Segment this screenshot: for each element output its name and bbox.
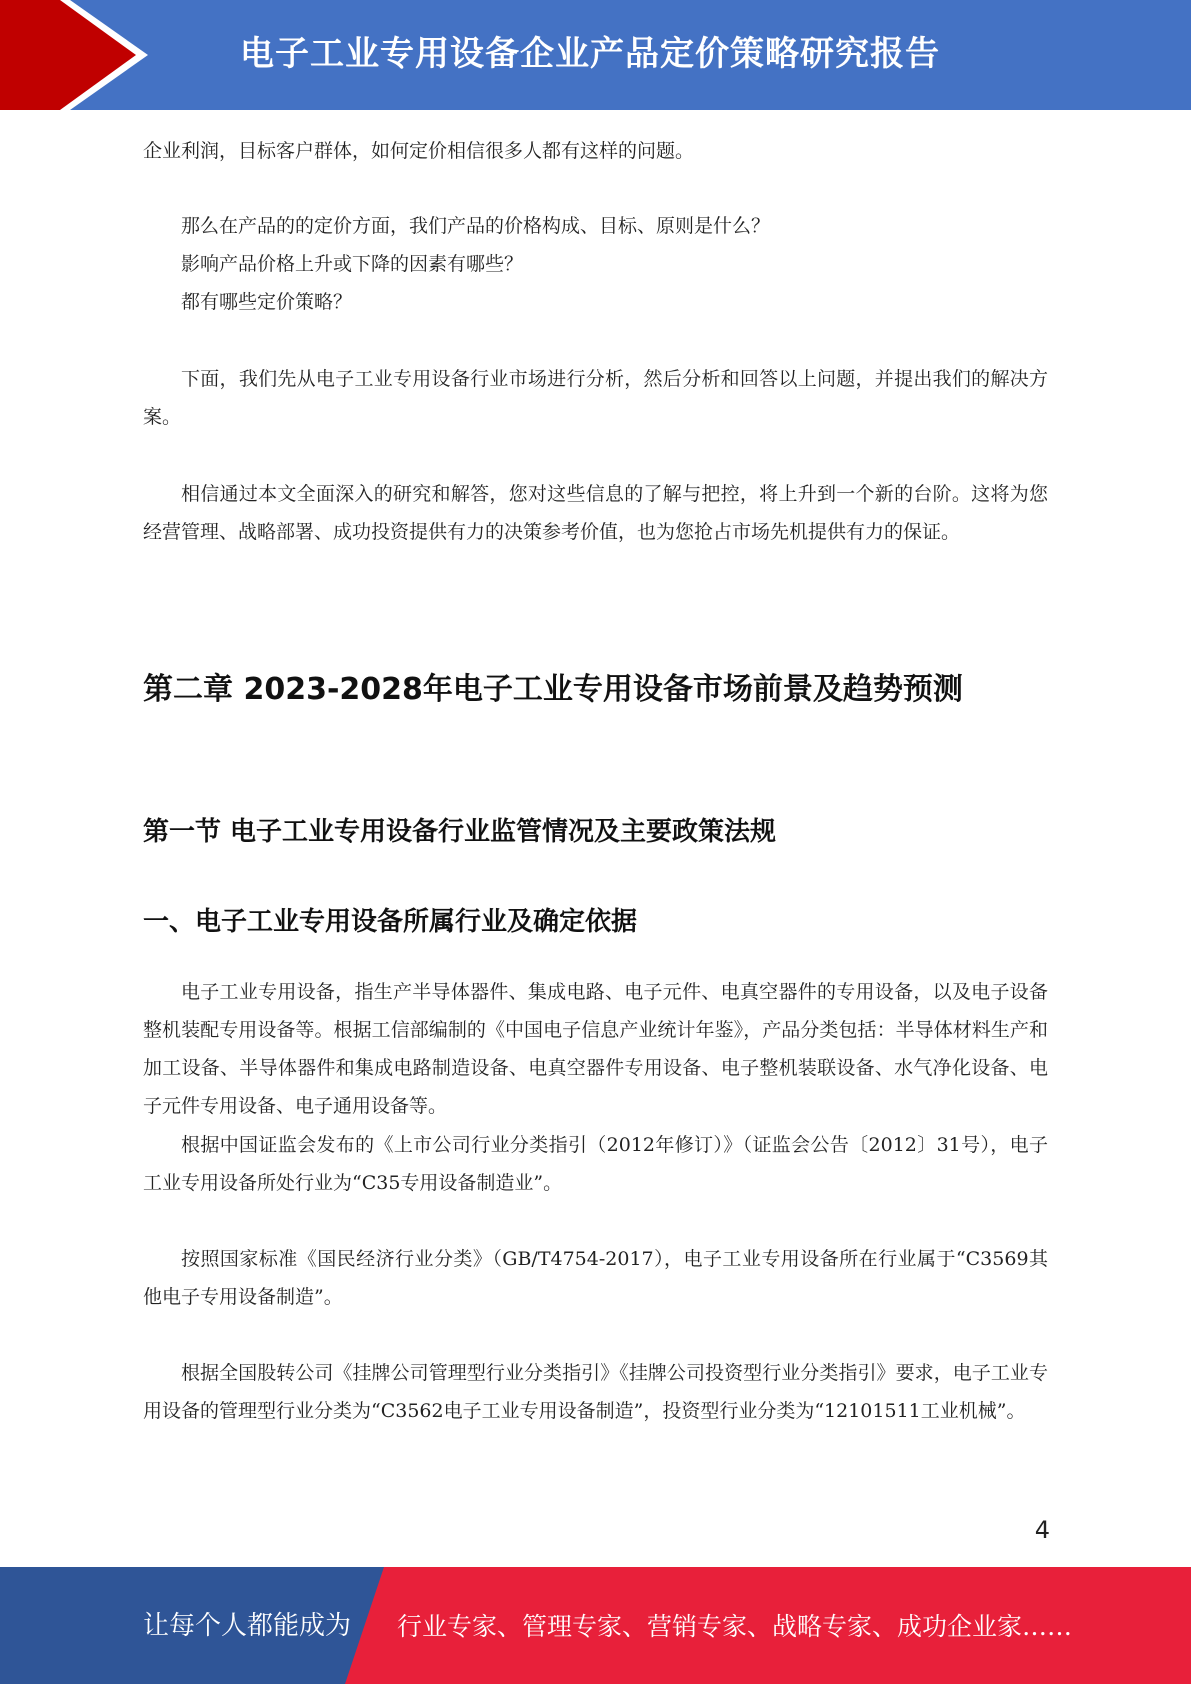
page-footer (0, 1567, 1191, 1684)
footer-slogan-left: 让每个人都能成为 (143, 1611, 352, 1641)
intro-paragraph-3: 相信通过本文全面深入的研究和解答，您对这些信息的了解与把控，将上升到一个新的台阶。这将为您经营管理、战略部署、成功投资提供有力的决策参考价值，也为您抢占市场先机提供有力的保证。 (143, 483, 1048, 543)
footer-slogan-right: 行业专家、管理专家、营销专家、战略专家、成功企业家…… (397, 1612, 1073, 1641)
body-paragraph-3: 按照国家标准《国民经济行业分类》（GB/T4754-2017），电子工业专用设备所在行业属于“C3569其他电子专用设备制造”。 (143, 1248, 1048, 1308)
page-number: 4 (1034, 1516, 1050, 1544)
body-paragraph-4: 根据全国股转公司《挂牌公司管理型行业分类指引》《挂牌公司投资型行业分类指引》要求，电子工业专用设备的管理型行业分类为“C3562电子工业专用设备制造”，投资型行业分类为“12101511工业机械”。 (143, 1362, 1048, 1422)
page-header (0, 0, 1191, 110)
question-1: 那么在产品的的定价方面，我们产品的价格构成、目标、原则是什么？ (181, 215, 771, 237)
body-paragraph-1: 电子工业专用设备，指生产半导体器件、集成电路、电子元件、电真空器件的专用设备，以及电子设备整机装配专用设备等。根据工信部编制的《中国电子信息产业统计年鉴》，产品分类包括：半导体材料生产和加工设备、半导体器件和集成电路制造设备、电真空器件专用设备、电子整机装联设备、水气净化设备、电子元件专用设备、电子通用设备等。 (143, 981, 1048, 1117)
intro-paragraph-1: 企业利润，目标客户群体，如何定价相信很多人都有这样的问题。 (143, 140, 695, 162)
chevron-arrow-icon (0, 0, 160, 110)
subsection-heading: 一、电子工业专用设备所属行业及确定依据 (143, 907, 638, 937)
intro-paragraph-2: 下面，我们先从电子工业专用设备行业市场进行分析，然后分析和回答以上问题，并提出我们的解决方案。 (143, 368, 1048, 428)
chapter-heading: 第二章 2023-2028年电子工业专用设备市场前景及趋势预测 (143, 672, 963, 707)
body-paragraph-2: 根据中国证监会发布的《上市公司行业分类指引（2012年修订）》（证监会公告〔2012〕31号），电子工业专用设备所处行业为“C35专用设备制造业”。 (143, 1134, 1048, 1194)
section-heading: 第一节 电子工业专用设备行业监管情况及主要政策法规 (143, 817, 777, 847)
report-title: 电子工业专用设备企业产品定价策略研究报告 (240, 34, 940, 74)
question-3: 都有哪些定价策略？ (181, 291, 353, 313)
question-2: 影响产品价格上升或下降的因素有哪些？ (181, 253, 524, 275)
